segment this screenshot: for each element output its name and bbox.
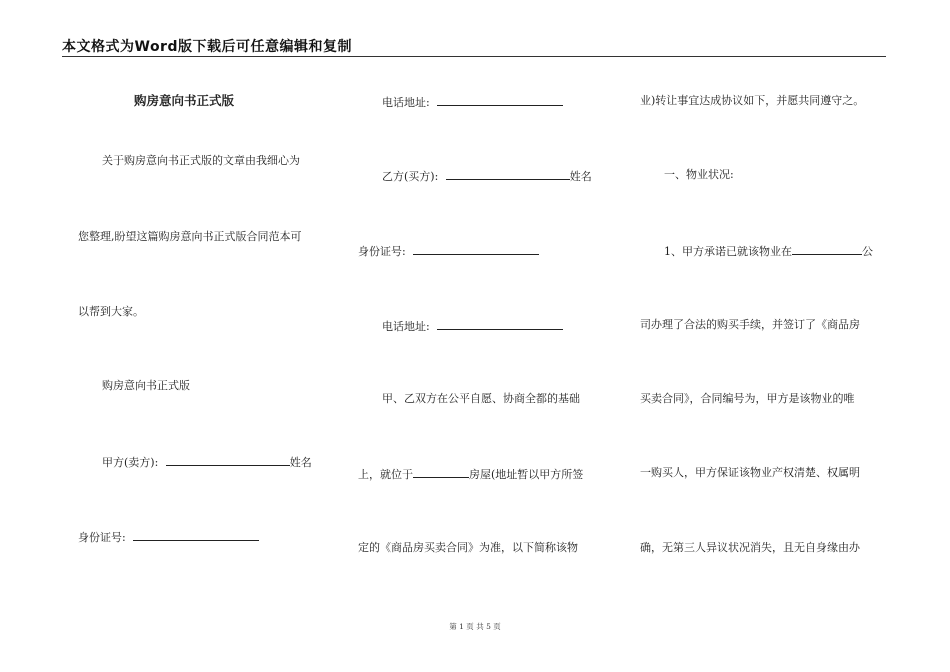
header-text: 本文格式为Word版下载后可任意编辑和复制 [62,39,352,55]
party-a-phone-label: 电话地址: [382,96,430,109]
column-1 [78,0,328,620]
col3-line-7: 确，无第三人异议状况消失，且无自身缘由办 [640,541,860,554]
party-a-name-blank [166,454,290,466]
party-a-label: 甲方(卖方): [102,456,159,469]
col3-line-1: 业)转让事宜达成协议如下，并愿共同遵守之。 [640,94,865,107]
party-b-id-blank [413,243,539,255]
body-line-3: 定的《商品房买卖合同》为准，以下简称该物 [358,541,578,554]
party-b-id-label: 身份证号: [358,245,406,258]
col3-line-3-suffix: 公 [862,245,873,258]
col3-line-3 [664,243,873,259]
party-b-label: 乙方(买方): [382,170,439,183]
col3-line-6: 一购买人，甲方保证该物业产权清楚、权属明 [640,466,860,479]
column-3 [640,0,890,620]
party-b-suffix: 姓名 [569,170,592,183]
party-a-suffix: 姓名 [289,456,312,469]
body-line-2 [358,466,583,482]
col3-line-3-prefix: 1、甲方承诺已就该物业在 [664,245,792,258]
intro-line-3: 以帮到大家。 [78,305,144,318]
party-b-name-blank [446,168,570,180]
page-number: 第 1 页 共 5 页 [449,622,501,631]
body-line-2-suffix: 房屋(地址暂以甲方所签 [469,468,584,481]
body-line-1: 甲、乙双方在公平自愿、协商全都的基础 [382,392,580,405]
section-heading-property: 一、物业状况: [664,168,734,181]
property-location-blank [413,466,469,478]
intro-line-2: 您整理,盼望这篇购房意向书正式版合同范本可 [78,230,302,243]
party-a-phone-line [382,94,563,110]
party-b-phone-blank [437,318,563,330]
col3-line-5: 买卖合同》，合同编号为，甲方是该物业的唯 [640,392,855,405]
party-a-id-line [78,529,259,545]
party-a-phone-blank [437,94,563,106]
party-b-phone-line [382,318,563,334]
col3-line-4: 司办理了合法的购买手续，并签订了《商品房 [640,318,860,331]
intro-line-1: 关于购房意向书正式版的文章由我细心为 [102,154,300,167]
party-a-id-blank [133,529,259,541]
document-title: 购房意向书正式版 [134,93,235,108]
column-2 [358,0,608,620]
section-subtitle: 购房意向书正式版 [102,379,190,392]
party-b-line [382,168,592,184]
body-line-2-prefix: 上，就位于 [358,468,413,481]
party-b-id-line [358,243,539,259]
company-blank [792,243,862,255]
party-b-phone-label: 电话地址: [382,320,430,333]
party-a-id-label: 身份证号: [78,531,126,544]
party-a-line [102,454,312,470]
